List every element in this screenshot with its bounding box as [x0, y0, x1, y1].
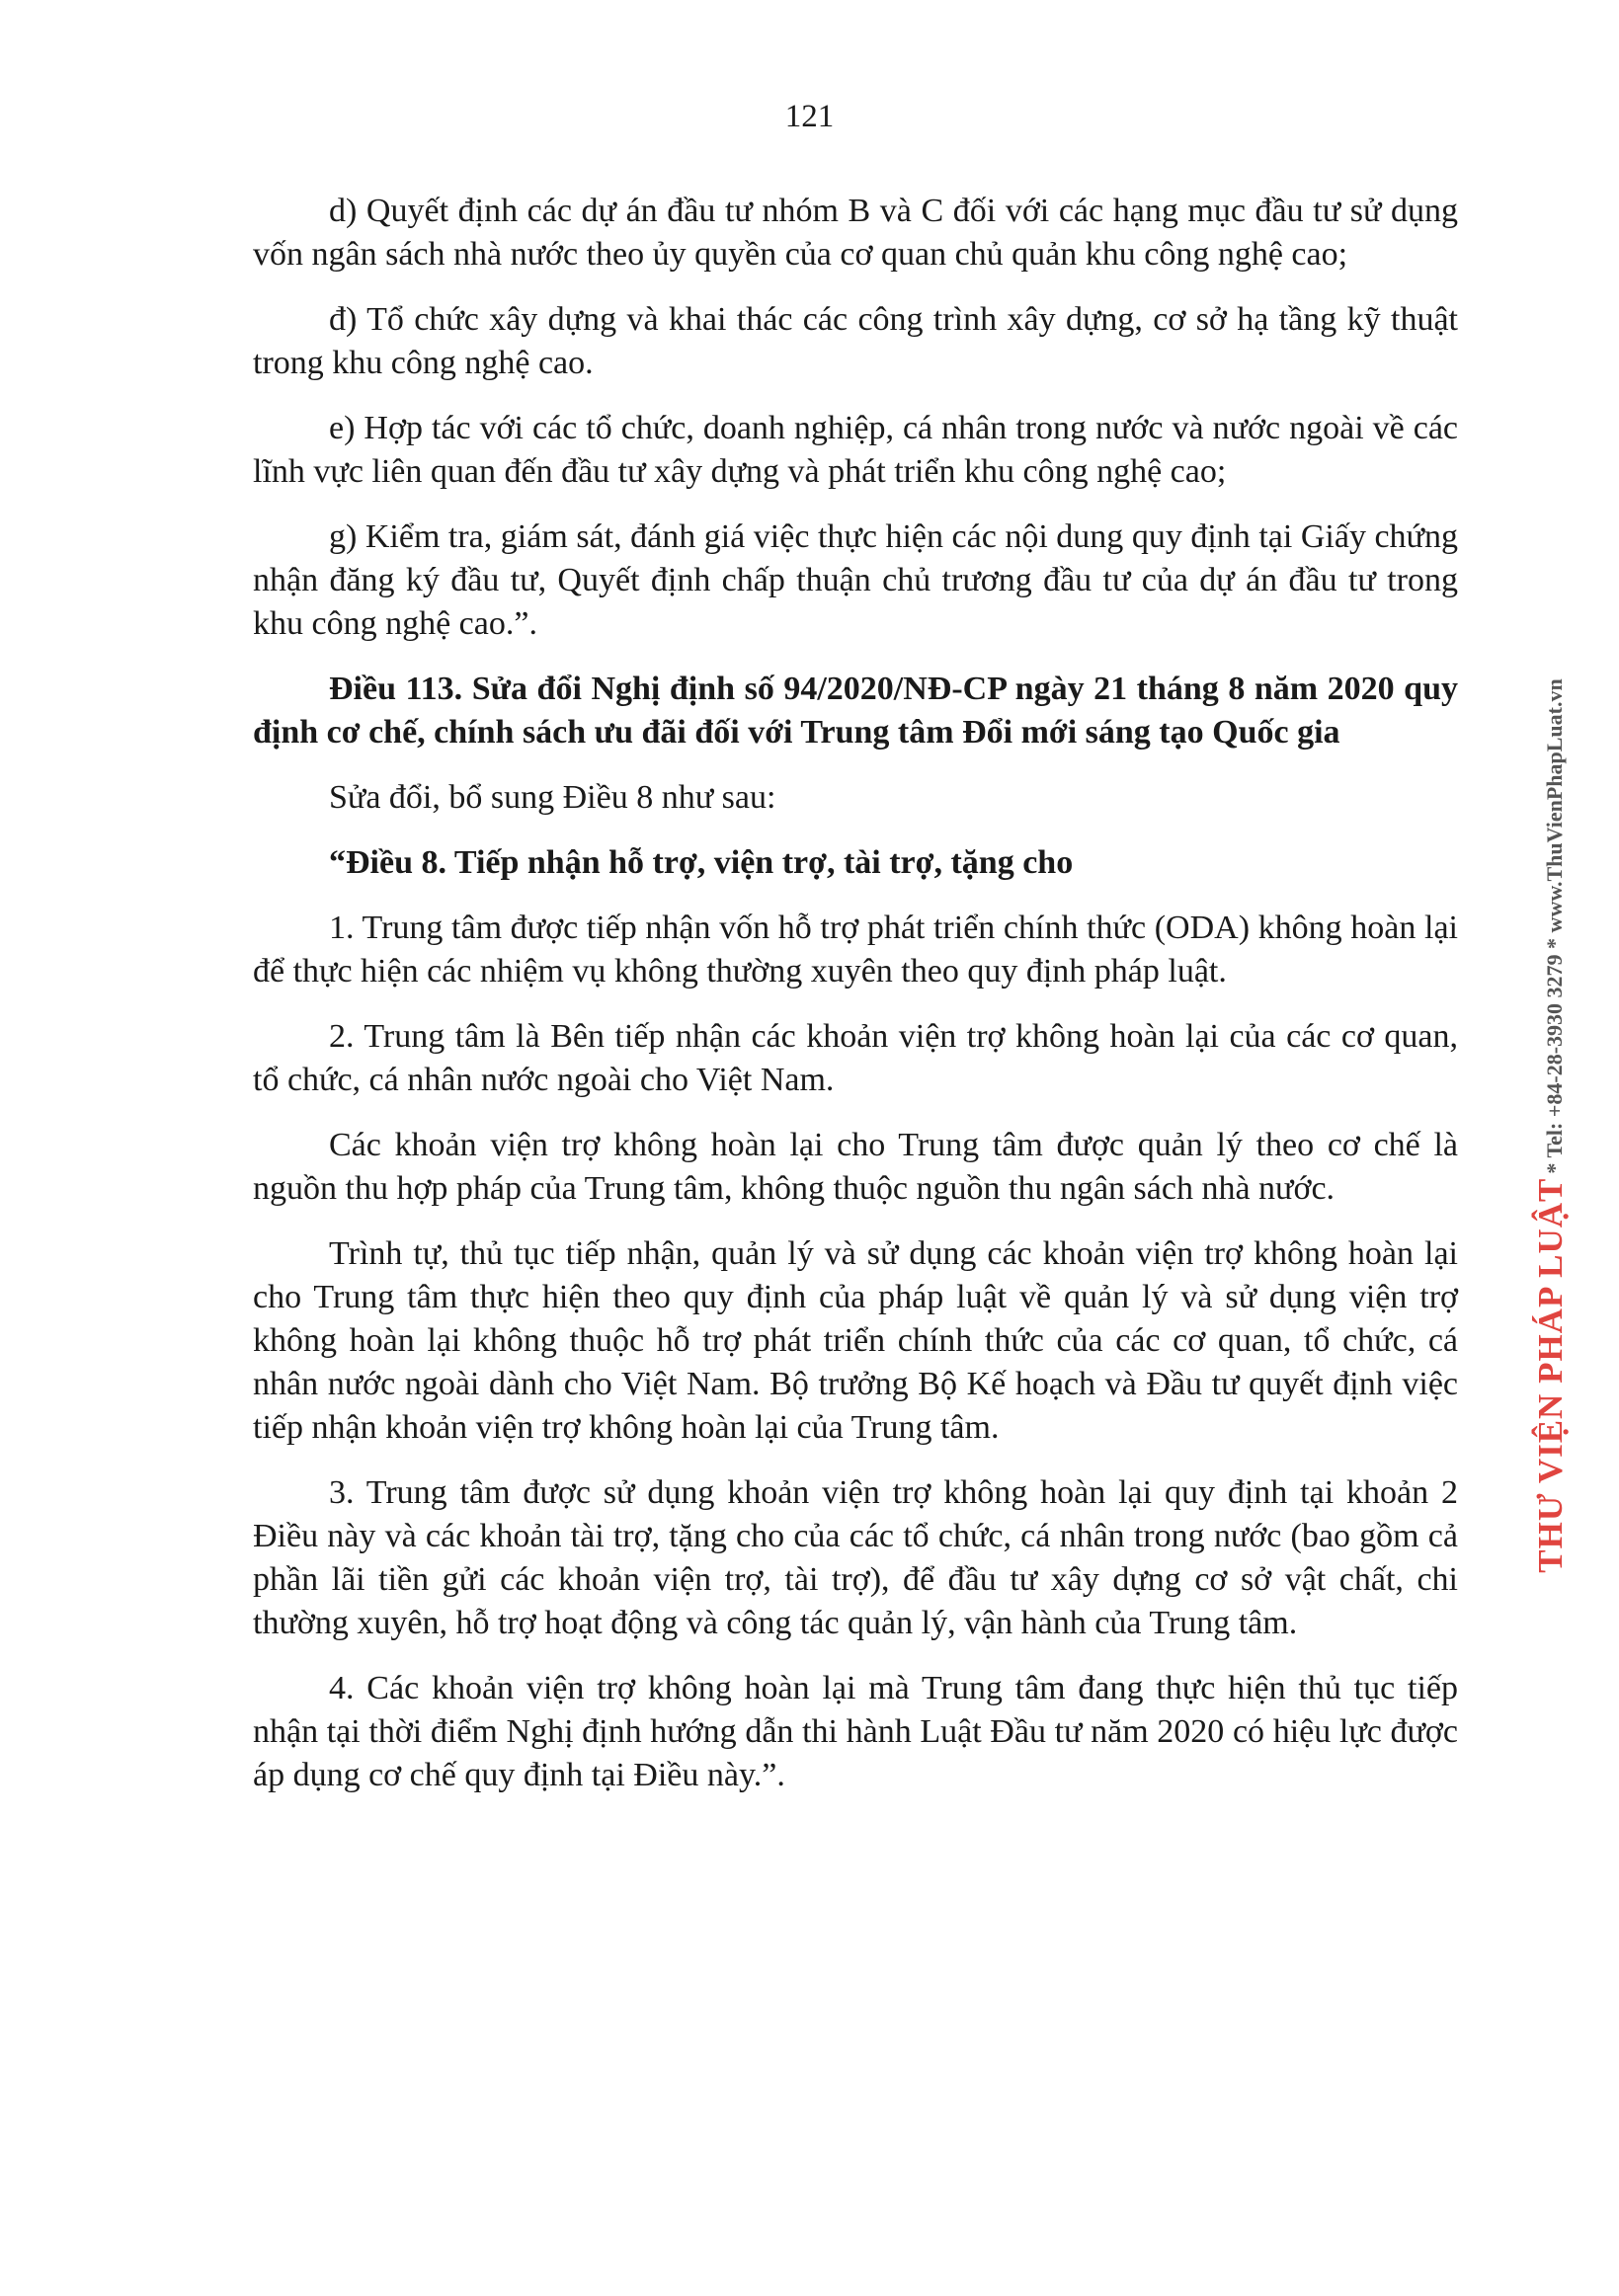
paragraph-clause-d: d) Quyết định các dự án đầu tư nhóm B và C đối với các hạng mục đầu tư sử dụng vốn ngân sách nhà nước theo ủy quyền của cơ quan chủ quản khu công nghệ cao; [253, 193, 1458, 273]
page-number: 121 [784, 99, 835, 134]
paragraph-item-2: 2. Trung tâm là Bên tiếp nhận các khoản viện trợ không hoàn lại của các cơ quan, tổ chức, cá nhân nước ngoài cho Việt Nam. [253, 1018, 1458, 1098]
watermark [1531, 678, 1571, 1572]
paragraph-item-1: 1. Trung tâm được tiếp nhận vốn hỗ trợ phát triển chính thức (ODA) không hoàn lại để thực hiện các nhiệm vụ không thường xuyên theo quy định pháp luật. [253, 910, 1458, 990]
document-body [253, 190, 1458, 1819]
article-8-title: “Điều 8. Tiếp nhận hỗ trợ, viện trợ, tài trợ, tặng cho [329, 844, 1074, 881]
article-113-heading: Điều 113. Sửa đổi Nghị định số 94/2020/NĐ-CP ngày 21 tháng 8 năm 2020 quy định cơ chế, chính sách ưu đãi đối với Trung tâm Đổi mới sáng tạo Quốc gia [253, 671, 1458, 751]
paragraph-item-3: 3. Trung tâm được sử dụng khoản viện trợ không hoàn lại quy định tại khoản 2 Điều này và các khoản tài trợ, tặng cho của các tổ chức, cá nhân trong nước (bao gồm cả phần lãi tiền gửi các khoản viện trợ, tài trợ), để đầu tư xây dựng cơ sở vật chất, chi thường xuyên, hỗ trợ hoạt động và công tác quản lý, vận hành của Trung tâm. [253, 1474, 1458, 1641]
watermark-contact: * Tel: +84-28-3930 3279 * www.ThuVienPhapLuat.vn [1542, 678, 1567, 1174]
amendment-intro: Sửa đổi, bổ sung Điều 8 như sau: [329, 779, 776, 816]
paragraph-item-4: 4. Các khoản viện trợ không hoàn lại mà Trung tâm đang thực hiện thủ tục tiếp nhận tại thời điểm Nghị định hướng dẫn thi hành Luật Đầu tư năm 2020 có hiệu lực được áp dụng cơ chế quy định tại Điều này.”. [253, 1670, 1458, 1793]
paragraph-clause-g: g) Kiểm tra, giám sát, đánh giá việc thực hiện các nội dung quy định tại Giấy chứng nhận đăng ký đầu tư, Quyết định chấp thuận chủ trương đầu tư của dự án đầu tư trong khu công nghệ cao.”. [253, 518, 1458, 642]
paragraph-item-2-detail-b: Trình tự, thủ tục tiếp nhận, quản lý và sử dụng các khoản viện trợ không hoàn lại cho Trung tâm thực hiện theo quy định của pháp luật về quản lý và sử dụng viện trợ không hoàn lại không thuộc hỗ trợ phát triển chính thức của các cơ quan, tổ chức, cá nhân nước ngoài dành cho Việt Nam. Bộ trưởng Bộ Kế hoạch và Đầu tư quyết định việc tiếp nhận khoản viện trợ không hoàn lại của Trung tâm. [253, 1235, 1458, 1446]
paragraph-clause-e: e) Hợp tác với các tổ chức, doanh nghiệp, cá nhân trong nước và nước ngoài về các lĩnh vực liên quan đến đầu tư xây dựng và phát triển khu công nghệ cao; [253, 410, 1458, 490]
paragraph-clause-dd: đ) Tổ chức xây dựng và khai thác các công trình xây dựng, cơ sở hạ tầng kỹ thuật trong khu công nghệ cao. [253, 301, 1458, 381]
watermark-brand: THƯ VIỆN PHÁP LUẬT [1531, 1177, 1570, 1573]
paragraph-item-2-detail-a: Các khoản viện trợ không hoàn lại cho Trung tâm được quản lý theo cơ chế là nguồn thu hợp pháp của Trung tâm, không thuộc nguồn thu ngân sách nhà nước. [253, 1127, 1458, 1207]
